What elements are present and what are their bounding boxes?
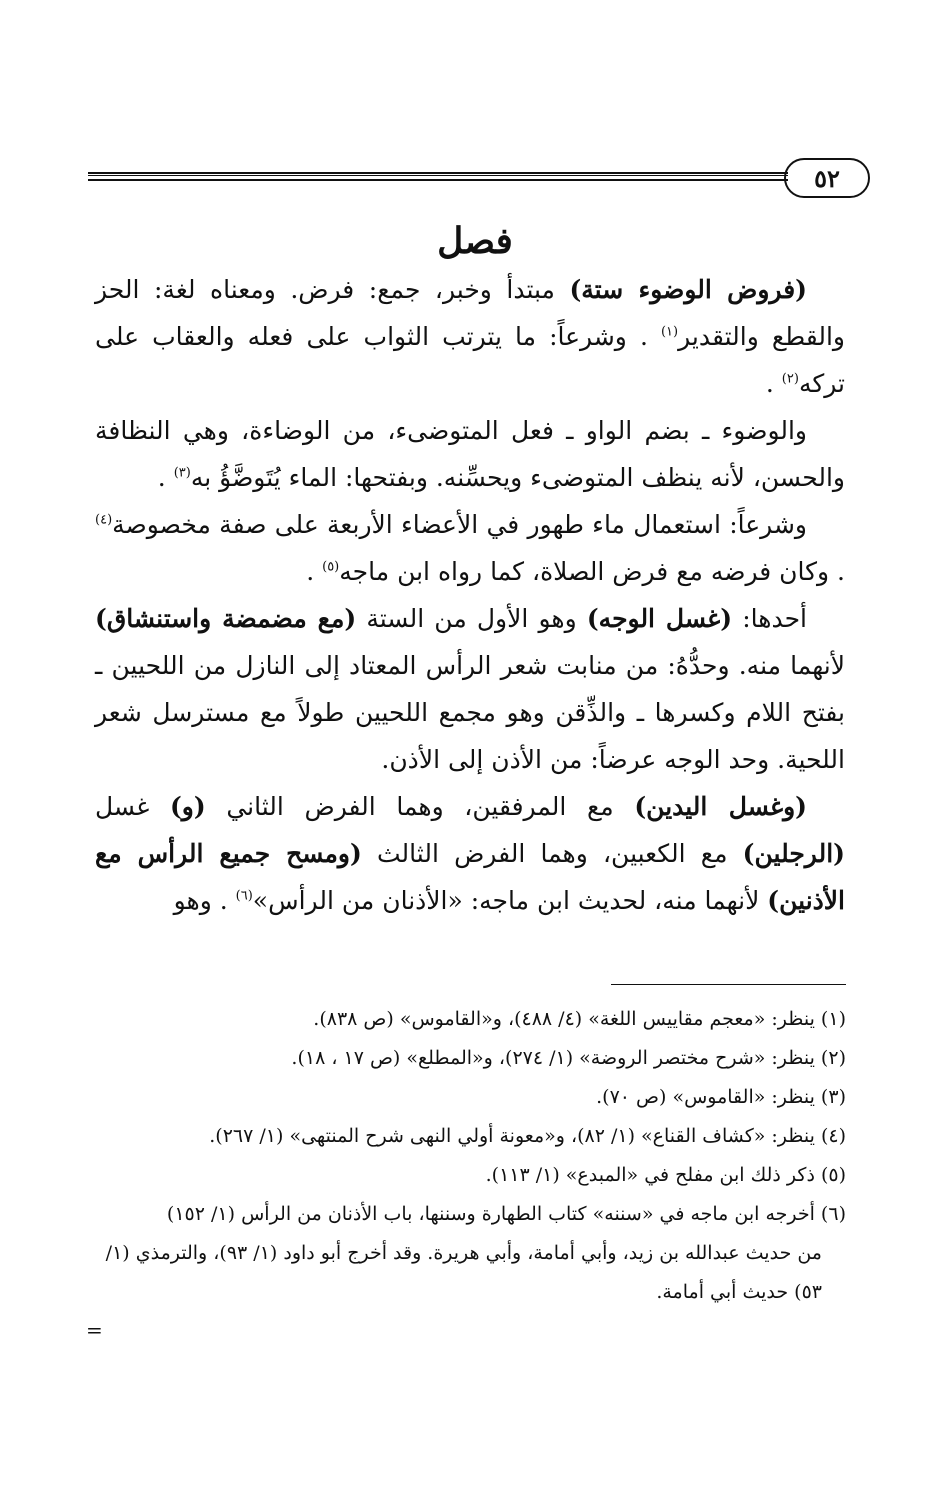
paragraph [95, 595, 845, 783]
paragraph-text: والوضوء ـ بضم الواو ـ فعل المتوضىء، من الوضاءة، وهي النظافة والحسن، لأنه ينظف المتوضىء ويحسِّنه. وبفتحها: الماء يُتَوضَّؤُ به [95, 416, 845, 492]
paragraph [95, 783, 845, 924]
paragraph-text: لأنهما منه. وحدُّهُ: من منابت شعر الرأس المعتاد إلى النازل من اللحيين ـ بفتح اللام وكسرها ـ والذِّقن وهو مجمع اللحيين طولاً مع مسترسل شعر اللحية. وحد الوجه عرضاً: من الأذن إلى الأذن. [95, 651, 845, 774]
bold-term: (ومسح جميع الرأس مع الأذنين) [95, 839, 845, 915]
bold-term: (غسل الوجه) [586, 604, 733, 633]
paragraph-text: مع المرفقين، وهما الفرض الثاني [205, 792, 635, 821]
footnote: (٣) ينظر: «القاموس» (ص ٧٠). [596, 1086, 846, 1108]
footnote-ref: (٣) [173, 465, 191, 481]
footnote-ref: (١) [660, 324, 679, 340]
footnote: (١) ينظر: «معجم مقاييس اللغة» (٤/ ٤٨٨)، و«القاموس» (ص ٨٣٨). [313, 1008, 846, 1030]
bold-term: (فروض الوضوء ستة) [569, 275, 807, 304]
footnote-ref: (٦) [235, 888, 253, 904]
paragraph-text: . [306, 557, 323, 586]
bold-term: (و) [169, 792, 206, 821]
footnote: (٢) ينظر: «شرح مختصر الروضة» (١/ ٢٧٤)، و«المطلع» (ص ١٧ ، ١٨). [291, 1047, 846, 1069]
paragraph-text: لأنهما منه، لحديث ابن ماجه: «الأذنان من الرأس» [252, 886, 768, 915]
footnote: (٦) أخرجه ابن ماجه في «سننه» كتاب الطهارة وسننها، باب الأذنان من الرأس (١/ ١٥٢) [166, 1203, 846, 1225]
page-number: ٥٢ [784, 158, 870, 198]
footnote: (٤) ينظر: «كشاف القناع» (١/ ٨٢)، و«معونة أولي النهى شرح المنتهى» (١/ ٢٦٧). [209, 1125, 846, 1147]
footnote-ref: (٤) [95, 512, 113, 528]
main-text [95, 266, 845, 924]
continuation-mark: = [86, 1318, 103, 1342]
paragraph-text: أحدها: [732, 604, 807, 633]
bold-term: (وغسل اليدين) [634, 792, 807, 821]
bold-term: (الرجلين) [742, 839, 845, 868]
paragraph [95, 501, 845, 595]
footnotes [80, 1000, 846, 1312]
paragraph [95, 266, 845, 407]
paragraph-text: وشرعاً: استعمال ماء طهور في الأعضاء الأربعة على صفة مخصوصة [112, 510, 807, 539]
paragraph-text: غسل [95, 792, 170, 821]
header-rule [88, 172, 788, 181]
paragraph-text: . وكان فرضه مع فرض الصلاة، كما رواه ابن ماجه [339, 557, 845, 586]
paragraph-text: . [157, 463, 174, 492]
paragraph-text: . [765, 369, 782, 398]
section-title: فصل [437, 220, 513, 262]
paragraph-text: . وشرعاً: ما يترتب الثواب على فعله والعقاب على تركه [95, 322, 845, 398]
footnote: (٥) ذكر ذلك ابن مفلح في «المبدع» (١/ ١١٣). [485, 1164, 846, 1186]
paragraph [95, 407, 845, 501]
paragraph-text: مع الكعبين، وهما الفرض الثالث [361, 839, 743, 868]
footnote-separator [611, 984, 846, 985]
paragraph-text: . وهو [173, 886, 236, 915]
paragraph-text: وهو الأول من الستة [356, 604, 587, 633]
footnote-continuation: من حديث عبدالله بن زيد، وأبي أمامة، وأبي هريرة. وقد أخرج أبو داود (١/ ٩٣)، والترمذي (١/ ٥٣) حديث أبي أمامة. [105, 1242, 822, 1303]
footnote-ref: (٥) [322, 559, 340, 575]
bold-term: (مع مضمضة واستنشاق) [95, 604, 357, 633]
paragraph-text: مبتدأ وخبر، جمع: فرض. ومعناه لغة: الحز والقطع والتقدير [95, 275, 845, 351]
footnote-ref: (٢) [781, 371, 799, 387]
